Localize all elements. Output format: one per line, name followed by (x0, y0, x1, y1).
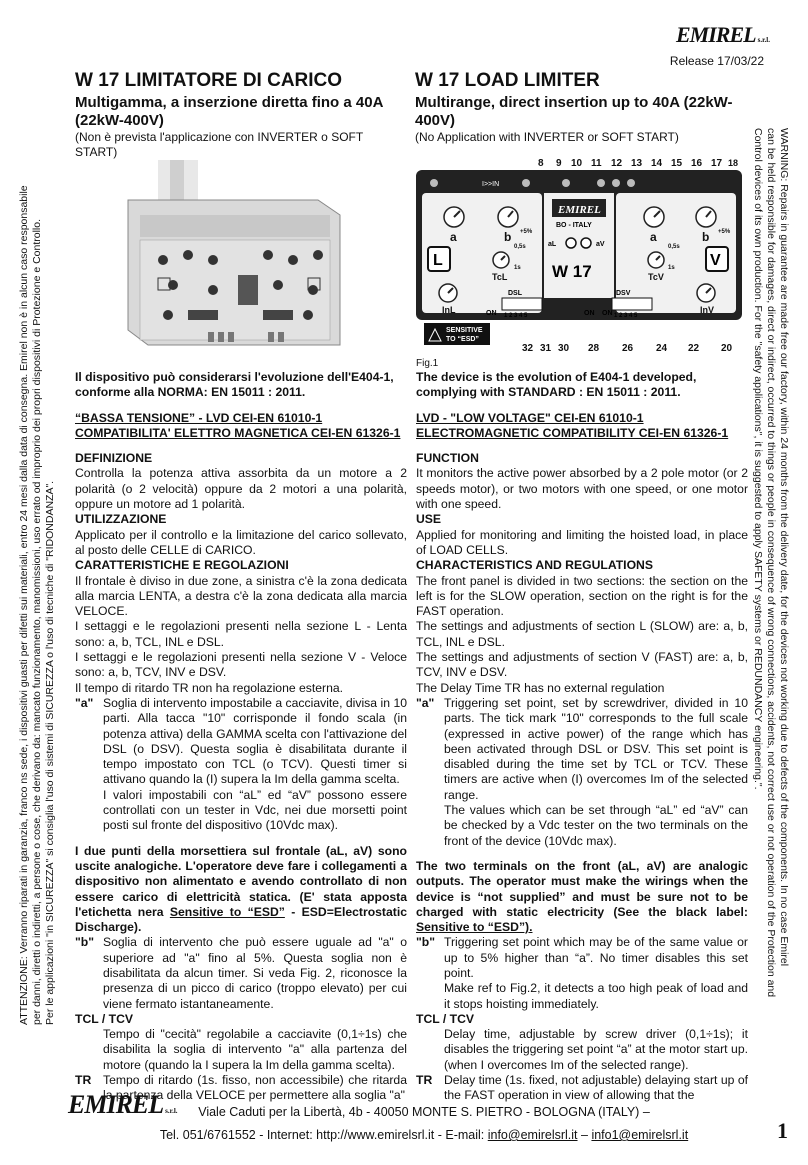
left-use-text: Applicato per il controllo e la limitazione del carico sollevato, al posto delle CELLE di CARICO. (75, 527, 407, 557)
left-warning: I due punti della morsettiera sul frontale (aL, aV) sono uscite analogiche. L'operatore deve fare i collegamenti a dispositivo non alimentato e avendo controllato di non essere carico di elettricità statica. (E' stata apposta l'etichetta nera Sensitive to “ESD” - ESD=Electrostatic Discharge). (75, 843, 407, 935)
knob-tcl: TcL (492, 272, 508, 282)
left-header (75, 70, 407, 160)
plus5-left: +5% (520, 229, 533, 235)
logo-text-bottom: EMIREL (68, 1090, 164, 1119)
figure-caption: Fig.1 (416, 358, 439, 369)
right-subtitle: Multirange, direct insertion up to 40A (22kW-400V) (415, 94, 733, 129)
right-def-text: It monitors the active power absorbed by a 2 pole motor (or 2 speeds motor), or two motors with one speed, or one motor with one speed. (416, 466, 748, 512)
section-l-label: L (433, 252, 443, 269)
left-char-1: Il frontale è diviso in due zone, a sinistra c'è la zona dedicata alla marcia LENTA, a destra c'è la zona dedicata alla marcia VELOCE. (75, 573, 407, 619)
knob-tcv: TcV (648, 272, 664, 282)
diagram-brand: EMIREL (558, 204, 601, 216)
left-def-text: Controlla la potenza attiva assorbita da un motore a 2 polarità (o 2 velocità) oppure da 2 motori a una polarità, oppure un motore ad 1 polarità. (75, 466, 407, 512)
right-warning: The two terminals on the front (aL, aV) are analogic outputs. The operator must make the wirings when the device is “not supplied” and must be sure not to be charged with static electricity (See the black label: Sensitive to “ESD”). (416, 858, 748, 935)
right-tc-text: Delay time, adjustable by screw driver (0,1÷1s); it disables the triggering set point “a” at the motor start up. (when I overcomes Im of the selected range). (444, 1027, 748, 1072)
knob-b-right: b (702, 230, 710, 244)
emirel-logo-top (676, 22, 770, 48)
right-intro: The device is the evolution of E404-1 developed, complying with STANDARD : EN 15011 : 2011. (416, 370, 697, 400)
on-left: ON (486, 310, 497, 317)
right-use-text: Applied for monitoring and limiting the hoisted load, in place of LOAD CELLS. (416, 527, 748, 557)
terminal-top-8: 8 (538, 158, 544, 169)
left-a-key: "a" (75, 695, 94, 710)
side-right-line3: Control devices of its own production. For the "safety applications", it is suggested to apply SAFETY systems or REDUNDANCY engineering.". (752, 128, 764, 790)
right-use-head: USE (416, 512, 442, 527)
knob-a-left: a (450, 230, 457, 244)
right-char-2: The settings and adjustments of section L (SLOW) are: a, b, TCL, INL e DSL. (416, 619, 748, 649)
side-warning-italian (18, 185, 57, 1025)
left-b-key: "b" (75, 935, 95, 950)
left-a-text: Soglia di intervento impostabile a cacciavite, divisa in 10 parti. Alla tacca "10" corrisponde il fondo scala (in potenza attiva) della GAMMA scelta con l'attivazione del DSL (o DSV). Questa soglia è disabilitata durante il tempo impostato con TCL (o TCV). Questi timer si attivano quando la (I) supera la Im della gamma scelta. (103, 695, 407, 787)
dsv-numbers: 1 2 3 4 5 (614, 313, 638, 319)
on-right: ON (602, 310, 613, 317)
logo-text: EMIREL (676, 22, 756, 47)
terminal-top-14: 14 (651, 158, 663, 169)
right-emc: ELECTROMAGNETIC COMPATIBILITY CEI-EN 61326-1 (416, 425, 729, 440)
left-tr-text: Tempo di ritardo (1s. fisso, non accessibile) che ritarda la partenza della VELOCE per permettere alla soglia "a" (103, 1073, 407, 1103)
right-title: W 17 LOAD LIMITER (415, 70, 600, 91)
knob-inv: InV (700, 305, 715, 315)
diagram-model: W 17 (552, 262, 592, 281)
left-tr-key: TR (75, 1073, 92, 1088)
knob-inl: InL (442, 305, 456, 315)
terminal-top-10: 10 (571, 158, 583, 169)
terminal-top-12: 12 (611, 158, 623, 169)
footer-contacts: Tel. 051/6761552 - Internet: http://www.emirelsrl.it - E-mail: info@emirelsrl.it – info1@emirelsrl.it (159, 1128, 689, 1142)
right-note: (No Application with INVERTER or SOFT START) (415, 130, 679, 144)
terminal-top-13: 13 (631, 158, 643, 169)
terminal-top-16: 16 (691, 158, 703, 169)
right-char-4: The Delay Time TR has no external regulation (416, 680, 665, 695)
dsv-label: DSV (616, 290, 631, 297)
left-char-2: I settaggi e le regolazioni presenti nella sezione L - Lenta sono: a, b, TCL, INL e DSL. (75, 619, 407, 649)
right-tr-key: TR (416, 1073, 433, 1088)
time-1-left: 1s (514, 265, 521, 271)
side-left-line1: ATTENZIONE: Verranno riparati in garanzia, franco ns sede, i dispositivi guasti per difetti sui materiali, entro 24 mesi dalla data di consegna. Emirel non è in alcun caso responsabile (18, 185, 30, 1025)
left-char-4: Il tempo di ritardo TR non ha regolazione esterna. (75, 680, 344, 695)
left-emc: COMPATIBILITA' ELETTRO MAGNETICA CEI-EN 61326-1 (75, 425, 401, 440)
terminal-bottom-24: 24 (656, 343, 668, 354)
terminal-bottom-31: 31 (540, 343, 552, 354)
terminal-av: aV (596, 241, 605, 248)
dsl-label: DSL (508, 290, 522, 297)
right-tr-text: Delay time (1s. fixed, not adjustable) delaying start up of the FAST operation in view of allowing that the (444, 1073, 748, 1103)
side-right-line1: WARNING: Repairs in guarantee are made free our factory, within 24 months from the delivery date, for the devices not working due to defects of the components. In no case Emirel (778, 128, 790, 967)
email-link-2[interactable]: info1@emirelsrl.it (591, 1128, 689, 1142)
front-panel-diagram (416, 155, 742, 355)
terminal-top-17: 17 (711, 158, 723, 169)
side-left-line3: Per le applicazioni "in SICUREZZA" si consiglia l'uso di sistemi di SICUREZZA o l'uso di tecniche di "RIDONDANZA". (44, 480, 56, 1025)
section-v-label: V (710, 252, 721, 269)
left-note: (Non è prevista l'applicazione con INVERTER o SOFT START) (75, 130, 363, 159)
knob-b-left: b (504, 230, 512, 244)
terminal-al: aL (548, 241, 557, 248)
right-b-text2: Make ref to Fig.2, it detects a too high peak of load and it stops hoisting immediately. (444, 981, 748, 1011)
product-photo (118, 160, 348, 350)
left-def-head: DEFINIZIONE (75, 451, 153, 466)
on-center: ON (584, 310, 595, 317)
dsl-numbers: 1 2 3 4 5 (504, 313, 528, 319)
right-char-1: The front panel is divided in two sections: the section on the left is for the SLOW operation, section on the right is for the FAST operation. (416, 573, 748, 619)
right-tc-head: TCL / TCV (416, 1011, 475, 1026)
left-title: W 17 LIMITATORE DI CARICO (75, 70, 343, 91)
terminal-top-15: 15 (671, 158, 683, 169)
time-05-right: 0,5s (668, 244, 680, 250)
email-link-1[interactable]: info@emirelsrl.it (487, 1128, 578, 1142)
left-char-3: I settaggi e le regolazioni presenti nella sezione V - Veloce sono: a, b, TCV, INV e DSV. (75, 650, 407, 680)
footer-address: Viale Caduti per la Libertà, 4b - 40050 MONTE S. PIETRO - BOLOGNA (ITALY) – (198, 1105, 650, 1119)
left-b-text: Soglia di intervento che può essere uguale ad "a" o superiore ad "a" fino al 5%. Questa soglia non è disabilitata da alcun timer. Si veda Fig. 2, riconosce la presenza di un picco di carico (troppo elevato) per cui viene fermato istantaneamente. (103, 935, 407, 1011)
left-lvd: “BASSA TENSIONE” - LVD CEI-EN 61010-1 (75, 410, 323, 425)
side-left-line2: per danni, diretti o indiretti, a persone o cose, che derivano da: mancato funzionamento, manomissioni, uso errato od improprio dei propri dispositivi di Protezione e Controllo. (31, 218, 43, 1025)
right-lvd: LVD - "LOW VOLTAGE" CEI-EN 61010-1 (416, 410, 644, 425)
plus5-right: +5% (718, 229, 731, 235)
left-tc-head: TCL / TCV (75, 1011, 134, 1026)
right-char-3: The settings and adjustments of section V (FAST) are: a, b, TCV, INV e DSV. (416, 650, 748, 680)
left-body (75, 370, 407, 1104)
time-05-left: 0,5s (514, 244, 526, 250)
knob-a-right: a (650, 230, 657, 244)
right-header (415, 70, 747, 145)
right-a-text: Triggering set point, set by screwdriver, divided in 10 parts. The tick mark "10" corresponds to the full scale (expressed in active power) of the range which has been activated through DSL or DSV. This set point is disabled during the time set by TCL or TCV. These timers are active when (I) overcomes Im of the selected range. (444, 695, 748, 802)
logo-suffix: s.r.l. (757, 36, 770, 44)
terminal-bottom-28: 28 (588, 343, 600, 354)
terminal-top-9: 9 (556, 158, 562, 169)
terminal-top-11: 11 (591, 158, 602, 169)
right-a-text2: The values which can be set through “aL” ed “aV” can be checked by a Vdc tester on the two terminals on the front of the device (10Vdc max). (444, 803, 748, 848)
right-char-head: CHARACTERISTICS AND REGULATIONS (416, 558, 653, 573)
overcurrent-label: I>>IN (482, 181, 500, 188)
left-use-head: UTILIZZAZIONE (75, 512, 167, 527)
left-intro: Il dispositivo può considerarsi l'evoluzione dell'E404-1, conforme alla NORMA: EN 15011 : 2011. (75, 370, 394, 400)
left-subtitle: Multigamma, a inserzione diretta fino a 40A (22kW-400V) (75, 94, 383, 129)
right-def-head: FUNCTION (416, 451, 479, 466)
terminal-top-18: 18 (728, 158, 739, 168)
logo-suffix-bottom: s.r.l. (165, 1107, 178, 1115)
esd-label-line1: SENSITIVE (446, 327, 483, 334)
terminal-bottom-22: 22 (688, 343, 700, 354)
terminal-bottom-30: 30 (558, 343, 570, 354)
release-date: Release 17/03/22 (669, 54, 764, 68)
diagram-origin: BO - ITALY (556, 222, 592, 229)
left-char-head: CARATTERISTICHE E REGOLAZIONI (75, 558, 289, 573)
side-right-line2: can be held responsible for damages, direct or indirect, occurred to things or people in consequence of wrong connections, accidents, not correct use or not operation of the Protection and (765, 128, 777, 998)
side-warning-english (751, 128, 790, 997)
esd-label-line2: TO “ESD” (446, 336, 479, 343)
left-a-text2: I valori impostabili con “aL” ed “aV” possono essere controllati con un tester in Vdc, nei due morsetti point posti sul fronte del dispositivo (10Vdc max). (103, 787, 407, 833)
terminal-bottom-26: 26 (622, 343, 634, 354)
right-body (416, 370, 748, 1104)
left-tc-text: Tempo di "cecità" regolabile a cacciavite (0,1÷1s) che disabilita la soglia di intervento "a" alla partenza del motore (quando la I supera la Im della gamma scelta). (103, 1027, 407, 1072)
terminal-bottom-20: 20 (721, 343, 733, 354)
page-number: 1 (777, 1118, 788, 1143)
right-b-key: "b" (416, 935, 436, 950)
terminal-bottom-32: 32 (522, 343, 534, 354)
right-b-text: Triggering set point which may be of the same value or up to 5% higher than “a”. No timer disables this set point. (444, 935, 748, 980)
time-1-right: 1s (668, 265, 675, 271)
right-a-key: "a" (416, 695, 435, 710)
